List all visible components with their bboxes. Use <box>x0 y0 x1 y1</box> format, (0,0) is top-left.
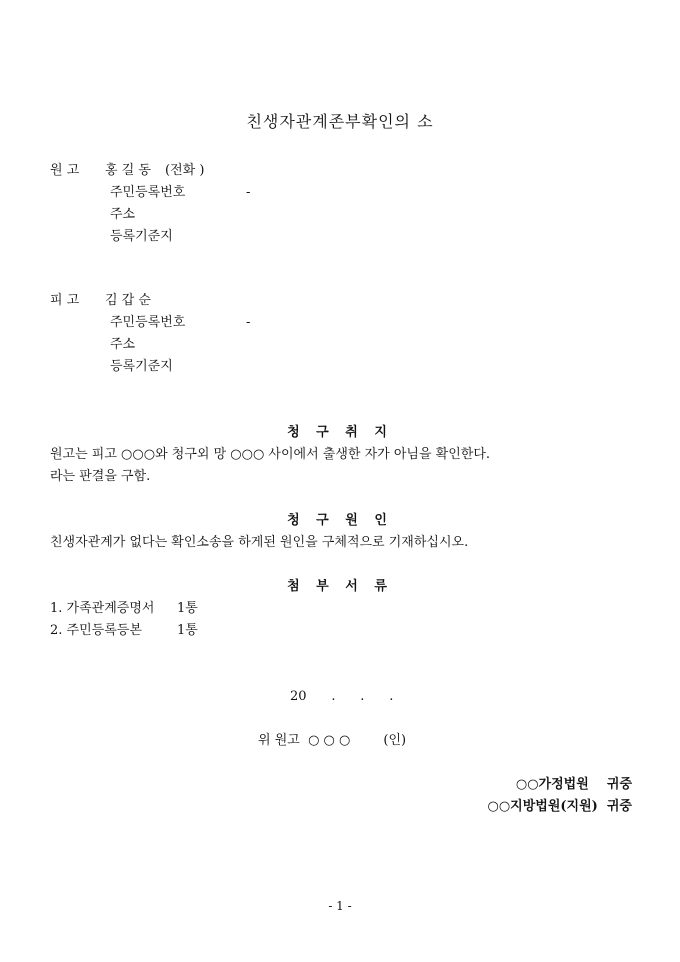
attachment-item-1-count: 1통 <box>177 601 198 616</box>
plaintiff-reg-no-label: 주민등록번호 <box>110 185 186 200</box>
plaintiff-label: 원 고 <box>50 163 80 178</box>
plaintiff-registry-label: 등록기준지 <box>110 229 173 244</box>
defendant-name: 김 갑 순 <box>105 293 151 308</box>
defendant-reg-no-label: 주민등록번호 <box>110 315 186 330</box>
plaintiff-name: 홍 길 동 <box>105 163 151 178</box>
plaintiff-address-label: 주소 <box>110 207 136 222</box>
claim-purpose-line-1: 원고는 피고 ○○○와 청구외 망 ○○○ 사이에서 출생한 자가 아님을 확인한다. <box>50 447 491 462</box>
defendant-registry-label: 등록기준지 <box>110 359 173 374</box>
claim-purpose-line-2: 라는 판결을 구함. <box>50 469 151 484</box>
defendant-label: 피 고 <box>50 293 80 308</box>
plaintiff-reg-no-dash: - <box>246 185 251 200</box>
defendant-reg-no-dash: - <box>246 315 251 330</box>
document-date: 20 . . . <box>290 689 394 704</box>
page-number: - 1 - <box>328 899 352 913</box>
attachment-item-2-label: 2. 주민등록등본 <box>50 623 142 638</box>
signature-line: 위 원고 ○ ○ ○ (인) <box>258 733 407 748</box>
claim-cause-heading: 청 구 원 인 <box>287 513 393 528</box>
plaintiff-phone: (전화 ) <box>165 163 205 178</box>
attachment-item-2-count: 1통 <box>177 623 198 638</box>
claim-cause-line-1: 친생자관계가 없다는 확인소송을 하게된 원인을 구체적으로 기재하십시오. <box>50 535 469 550</box>
attachments-heading: 첨 부 서 류 <box>287 579 393 594</box>
document-title: 친생자관계존부확인의 소 <box>246 112 434 131</box>
claim-purpose-heading: 청 구 취 지 <box>287 425 393 440</box>
attachment-item-1-label: 1. 가족관계증명서 <box>50 601 155 616</box>
court-district: ○○지방법원(지원) 귀중 <box>487 799 632 814</box>
court-family: ○○가정법원 귀중 <box>515 777 632 792</box>
defendant-address-label: 주소 <box>110 337 136 352</box>
